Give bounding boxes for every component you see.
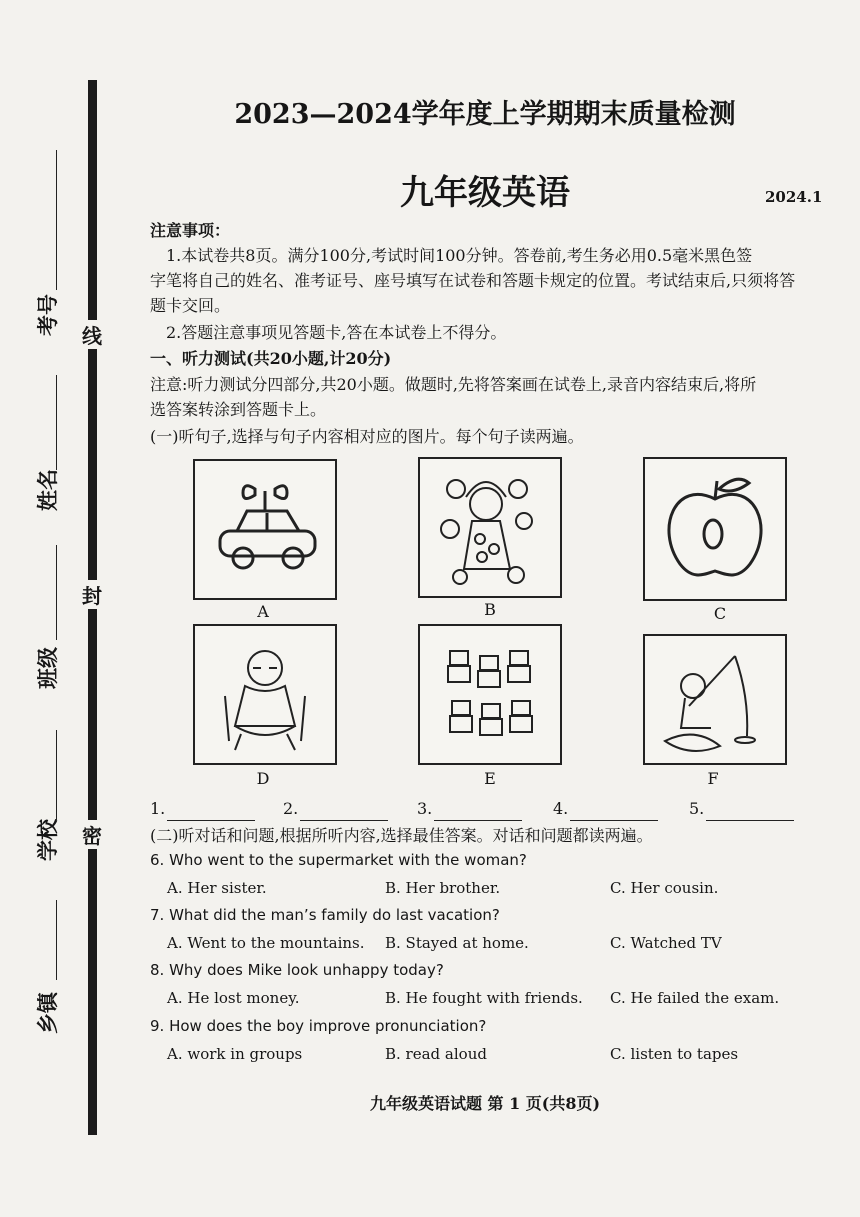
q7-option-b[interactable]: B. Stayed at home. [385, 934, 529, 952]
q6-option-b[interactable]: B. Her brother. [385, 879, 501, 897]
boy-fishing-icon [645, 636, 785, 763]
name-line [56, 375, 57, 470]
girl-with-fruits-icon [420, 459, 560, 596]
picture-f [643, 634, 787, 765]
picture-c-label: C [713, 604, 727, 623]
page-footer: 九年级英语试题 第 1 页(共8页) [369, 1094, 601, 1113]
picture-b [418, 457, 562, 598]
part2-instruction: (二)听对话和问题,根据所听内容,选择最佳答案。对话和问题都读两遍。 [150, 826, 653, 845]
robots-icon [420, 626, 560, 763]
section1-note-line1: 注意:听力测试分四部分,共20小题。做题时,先将答案画在试卷上,录音内容结束后,将所 [150, 375, 757, 394]
class-label: 班级 [36, 647, 60, 689]
question-7: 7. What did the man’s family do last vacation? [150, 906, 500, 924]
section1-heading: 一、听力测试(共20小题,计20分) [150, 349, 392, 368]
school-label: 学校 [36, 819, 60, 861]
answer-blank-3[interactable]: 3. [417, 796, 522, 821]
notice-heading: 注意事项： [150, 221, 231, 240]
question-8: 8. Why does Mike look unhappy today? [150, 961, 444, 979]
seal-mi-char: 密 [74, 820, 110, 849]
exam-title: 2023—2024学年度上学期期末质量检测 [234, 99, 736, 130]
town-line [56, 900, 57, 980]
picture-b-label: B [484, 600, 496, 619]
exam-date: 2024.1 [765, 188, 823, 206]
notice-item1-line3: 题卡交回。 [150, 296, 231, 315]
q8-option-b[interactable]: B. He fought with friends. [385, 989, 583, 1007]
q6-option-a[interactable]: A. Her sister. [167, 879, 267, 897]
q9-option-c[interactable]: C. listen to tapes [610, 1045, 739, 1063]
answer-blank-1[interactable]: 1. [150, 796, 255, 821]
question-6: 6. Who went to the supermarket with the woman? [150, 851, 527, 869]
seal-feng-char: 封 [74, 580, 110, 609]
town-label: 乡镇 [36, 992, 60, 1034]
toy-car-icon [195, 461, 335, 598]
picture-e-label: E [484, 769, 496, 788]
exam-no-label: 考号 [36, 294, 60, 336]
apple-icon [645, 459, 785, 599]
picture-e [418, 624, 562, 765]
q6-option-c[interactable]: C. Her cousin. [610, 879, 719, 897]
q9-option-a[interactable]: A. work in groups [167, 1045, 303, 1063]
notice-item2: 2.答题注意事项见答题卡,答在本试卷上不得分。 [166, 323, 507, 342]
section1-note-line2: 选答案转涂到答题卡上。 [150, 400, 327, 419]
name-label: 姓名 [36, 469, 60, 511]
exam-no-line [56, 150, 57, 290]
notice-item1-line2: 字笔将自己的姓名、准考证号、座号填写在试卷和答题卡规定的位置。考试结束后,只须将答 [150, 271, 796, 290]
answer-blank-2[interactable]: 2. [283, 796, 388, 821]
picture-d [193, 624, 337, 765]
q7-option-c[interactable]: C. Watched TV [610, 934, 722, 952]
picture-a-label: A [257, 602, 269, 621]
subject-title: 九年级英语 [400, 173, 570, 213]
answer-blank-5[interactable]: 5. [689, 796, 794, 821]
picture-f-label: F [707, 769, 719, 788]
q9-option-b[interactable]: B. read aloud [385, 1045, 487, 1063]
notice-item1-line1: 1.本试卷共8页。满分100分,考试时间100分钟。答卷前,考生务必用0.5毫米黑色签 [166, 246, 753, 265]
q8-option-c[interactable]: C. He failed the exam. [610, 989, 780, 1007]
question-9: 9. How does the boy improve pronunciation? [150, 1017, 487, 1035]
class-line [56, 545, 57, 640]
q8-option-a[interactable]: A. He lost money. [167, 989, 300, 1007]
picture-c [643, 457, 787, 601]
seal-line-char: 线 [74, 320, 110, 349]
q7-option-a[interactable]: A. Went to the mountains. [167, 934, 365, 952]
old-man-in-chair-icon [195, 626, 335, 763]
picture-a [193, 459, 337, 600]
part1-instruction: (一)听句子,选择与句子内容相对应的图片。每个句子读两遍。 [150, 427, 584, 446]
school-line [56, 730, 57, 820]
answer-blank-4[interactable]: 4. [553, 796, 658, 821]
picture-d-label: D [256, 769, 270, 788]
